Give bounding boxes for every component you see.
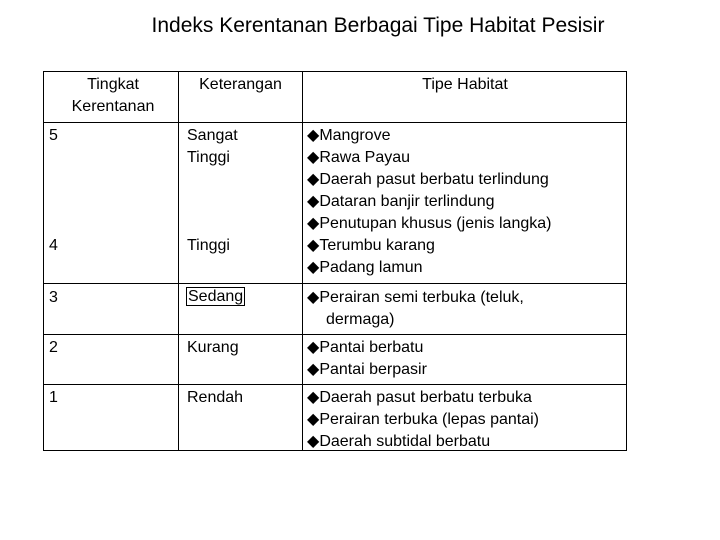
diamond-bullet-icon: ◆: [307, 149, 320, 166]
keterangan-sedang: Sedang: [188, 288, 244, 305]
habitat-list-medium: ◆Perairan semi terbuka (teluk, dermaga): [307, 289, 524, 328]
row-divider: [44, 283, 626, 284]
list-item: ◆Pantai berpasir: [307, 361, 427, 378]
list-item: ◆Daerah pasut berbatu terlindung: [307, 171, 549, 188]
list-item: ◆Mangrove: [307, 127, 391, 144]
vulnerability-table: [43, 71, 627, 451]
level-5: 5: [49, 127, 58, 144]
level-1: 1: [49, 389, 58, 406]
diamond-bullet-icon: ◆: [307, 289, 320, 306]
row-divider: [44, 384, 626, 385]
level-2: 2: [49, 339, 58, 356]
diamond-bullet-icon: ◆: [307, 361, 320, 378]
diamond-bullet-icon: ◆: [307, 193, 320, 210]
diamond-bullet-icon: ◆: [307, 237, 320, 254]
habitat-list-high: [307, 125, 551, 279]
diamond-bullet-icon: ◆: [307, 389, 320, 406]
column-divider: [302, 72, 303, 450]
diamond-bullet-icon: ◆: [307, 171, 320, 188]
keterangan-sangat-tinggi: Sangat Tinggi: [187, 127, 238, 166]
list-item: ◆Rawa Payau: [307, 149, 411, 166]
row-divider: [44, 334, 626, 335]
list-item: ◆Daerah subtidal berbatu: [307, 433, 491, 450]
diamond-bullet-icon: ◆: [307, 127, 320, 144]
header-tingkat: Tingkat Kerentanan: [71, 76, 155, 115]
page-title: Indeks Kerentanan Berbagai Tipe Habitat Pesisir: [151, 14, 605, 37]
diamond-bullet-icon: ◆: [307, 259, 320, 276]
habitat-list-very-low: [307, 387, 539, 453]
list-item: ◆Pantai berbatu: [307, 339, 424, 356]
keterangan-tinggi: Tinggi: [187, 237, 230, 254]
list-item: ◆Daerah pasut berbatu terbuka: [307, 389, 532, 406]
diamond-bullet-icon: ◆: [307, 339, 320, 356]
list-item: ◆Perairan semi terbuka (teluk,: [307, 289, 524, 306]
header-divider: [44, 122, 626, 123]
level-3: 3: [49, 289, 58, 306]
column-divider: [178, 72, 179, 450]
header-keterangan: Keterangan: [199, 76, 282, 93]
diamond-bullet-icon: ◆: [307, 411, 320, 428]
diamond-bullet-icon: ◆: [307, 433, 320, 450]
keterangan-kurang: Kurang: [187, 339, 239, 356]
list-item: ◆Terumbu karang: [307, 237, 435, 254]
list-item: ◆Padang lamun: [307, 259, 423, 276]
keterangan-rendah: Rendah: [187, 389, 244, 406]
level-4: 4: [49, 237, 58, 254]
habitat-list-low: [307, 337, 427, 381]
list-item: ◆Penutupan khusus (jenis langka): [307, 215, 552, 232]
list-item: ◆Perairan terbuka (lepas pantai): [307, 411, 539, 428]
list-item: ◆Dataran banjir terlindung: [307, 193, 495, 210]
diamond-bullet-icon: ◆: [307, 215, 320, 232]
header-tipe-habitat: Tipe Habitat: [422, 76, 508, 93]
